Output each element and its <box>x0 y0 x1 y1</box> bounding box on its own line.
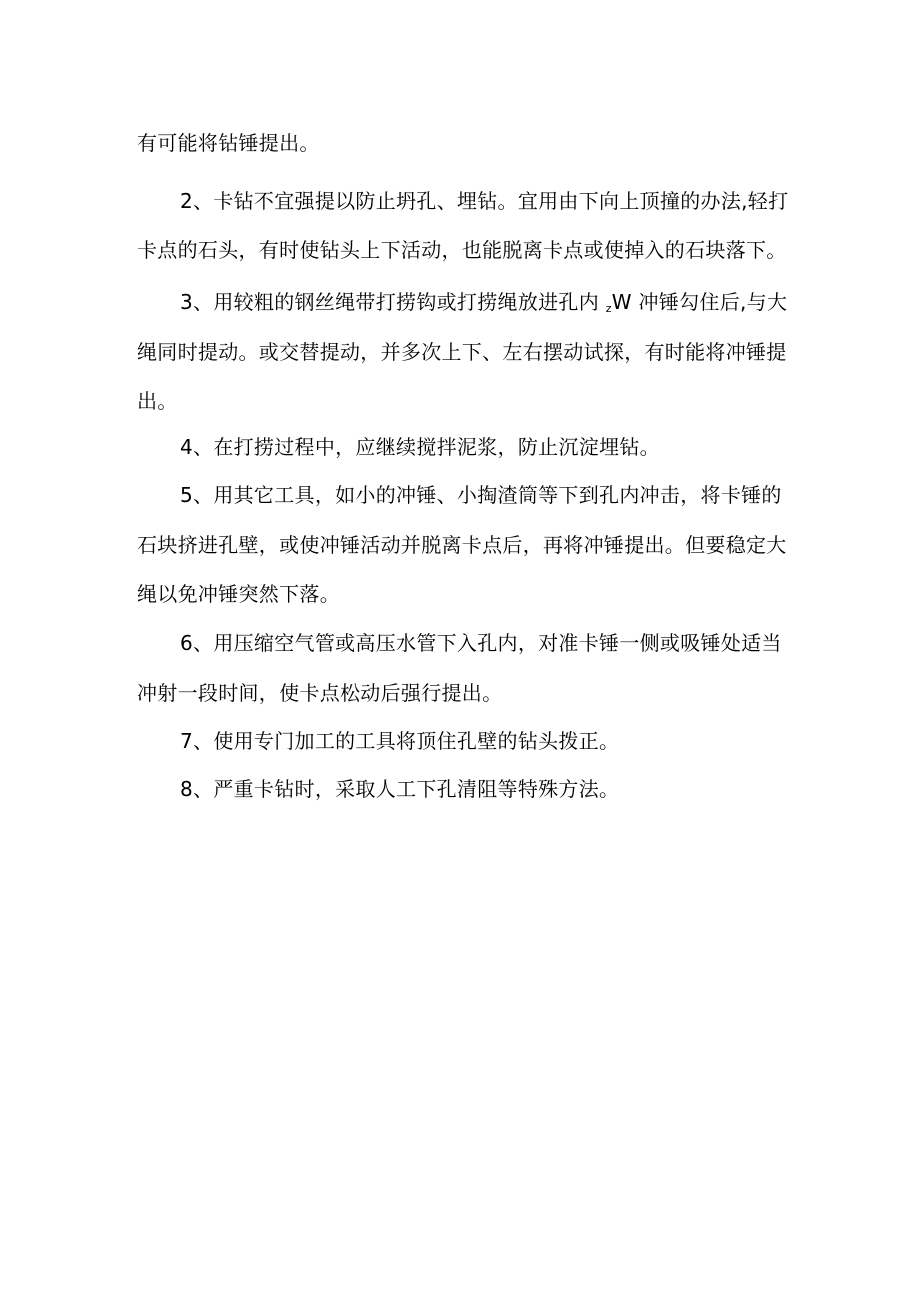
text-line: 绳同时提动。或交替提动，并多次上下、左右摆动试探，有时能将冲锤提 <box>137 340 787 364</box>
text-line: 卡点的石头，有时使钻头上下活动，也能脱离卡点或使掉入的石块落下。 <box>137 238 787 262</box>
subscript-text: z <box>605 302 612 315</box>
text-line: 石块挤进孔壁，或使冲锤活动并脱离卡点后，再将冲锤提出。但要稳定大 <box>137 533 787 557</box>
text-line: 7、使用专门加工的工具将顶住孔壁的钻头拨正。 <box>180 729 620 753</box>
text-line: 5、用其它工具，如小的冲锤、小掏渣筒等下到孔内冲击，将卡锤的 <box>180 483 782 507</box>
text-line: 4、在打捞过程中，应继续搅拌泥浆，防止沉淀埋钻。 <box>180 435 660 459</box>
text-segment: W 冲锤勾住后,与大 <box>611 290 788 314</box>
text-line <box>180 290 787 321</box>
text-segment: 3、用较粗的钢丝绳带打捞钩或打捞绳放进孔内 <box>180 290 600 314</box>
text-line: 出。 <box>137 389 178 413</box>
text-line: 8、严重卡钻时，采取人工下孔清阻等特殊方法。 <box>180 777 620 801</box>
text-line: 有可能将钻锤提出。 <box>137 131 320 155</box>
text-line: 冲射一段时间，使卡点松动后强行提出。 <box>137 681 503 705</box>
text-line: 6、用压缩空气管或高压水管下入孔内，对准卡锤一侧或吸锤处适当 <box>180 631 782 655</box>
text-line: 绳以免冲锤突然下落。 <box>137 582 340 606</box>
text-line: 2、卡钻不宜强提以防止坍孔、埋钻。宜用由下向上顶撞的办法,轻打 <box>180 189 789 213</box>
